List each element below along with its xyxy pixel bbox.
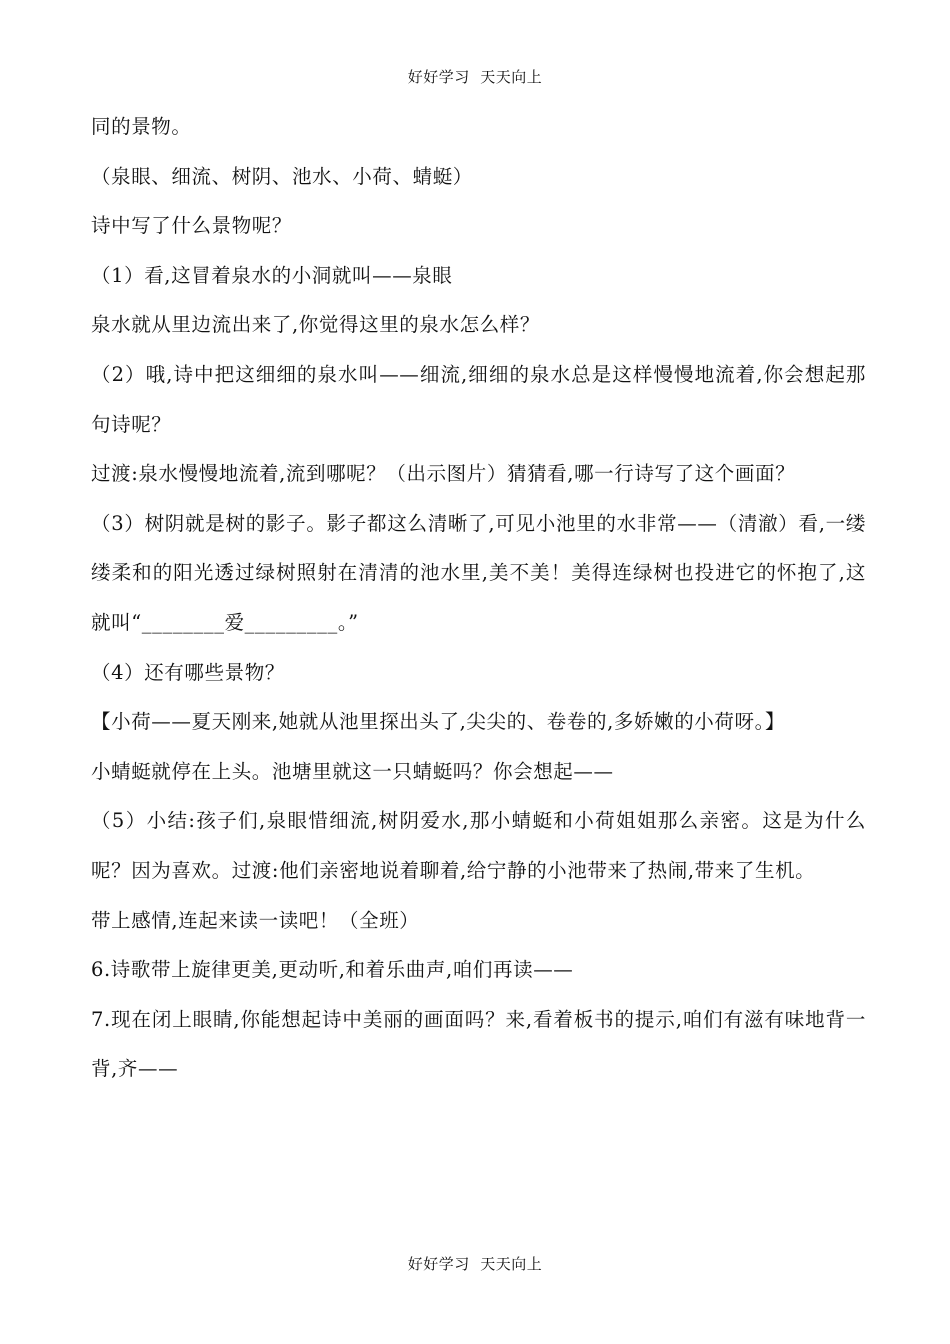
paragraph-12: （5）小结:孩子们,泉眼惜细流,树阴爱水,那小蜻蜓和小荷姐姐那么亲密。这是为什么呢？因为喜欢。过渡:他们亲密地说着聊着,给宁静的小池带来了热闹,带来了生机。: [91, 809, 866, 882]
paragraph-15: 7.现在闭上眼睛,你能想起诗中美丽的画面吗？来,看着板书的提示,咱们有滋有味地背一背,齐——: [91, 1007, 866, 1081]
paragraph-4: （1）看,这冒着泉水的小洞就叫——泉眼: [91, 263, 453, 287]
paragraph-9: （4）还有哪些景物？: [91, 660, 285, 684]
paragraph-13: 带上感情,连起来读一读吧！（全班）: [91, 908, 420, 932]
document-body: [91, 102, 866, 1094]
paragraph-11: 小蜻蜓就停在上头。池塘里就这一只蜻蜓吗？你会想起——: [91, 759, 614, 783]
paragraph-5: 泉水就从里边流出来了,你觉得这里的泉水怎么样？: [91, 313, 540, 337]
paragraph-3: 诗中写了什么景物呢？: [91, 214, 293, 238]
paragraph-8: （3）树阴就是树的影子。影子都这么清晰了,可见小池里的水非常——（清澈）看,一缕缕柔和的阳光透过绿树照射在清清的池水里,美不美！美得连绿树也投进它的怀抱了,这就叫“________爱_________。”: [91, 511, 866, 634]
paragraph-6: （2）哦,诗中把这细细的泉水叫——细流,细细的泉水总是这样慢慢地流着,你会想起那句诗呢？: [91, 362, 866, 436]
paragraph-7: 过渡:泉水慢慢地流着,流到哪呢？（出示图片）猜猜看,哪一行诗写了这个画面？: [91, 462, 796, 486]
page-footer: 好好学习 天天向上: [407, 1255, 543, 1273]
paragraph-14: 6.诗歌带上旋律更美,更动听,和着乐曲声,咱们再读——: [91, 958, 574, 982]
paragraph-2: （泉眼、细流、树阴、池水、小荷、蜻蜓）: [91, 164, 473, 188]
paragraph-1: 同的景物。: [91, 115, 192, 138]
paragraph-10: 【小荷——夏天刚来,她就从池里探出头了,尖尖的、卷卷的,多娇嫩的小荷呀。】: [91, 710, 786, 734]
page-header: 好好学习 天天向上: [407, 68, 543, 86]
